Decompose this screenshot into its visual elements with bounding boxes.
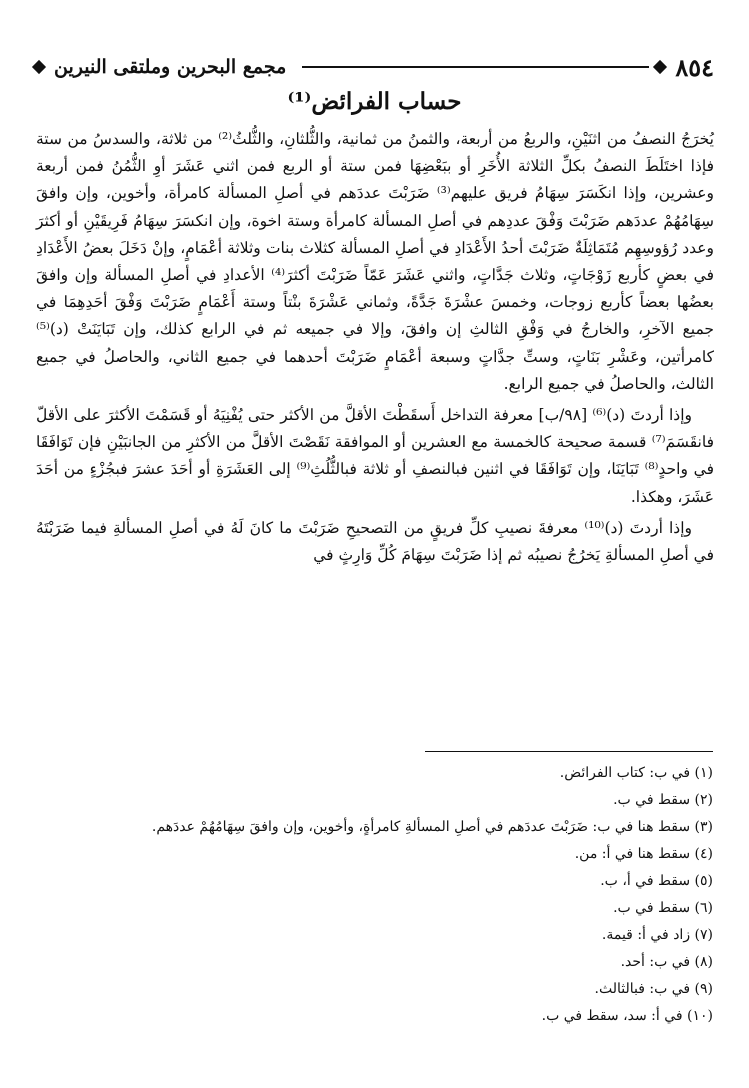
footnote: (٥) سقط في أ، ب. bbox=[600, 873, 713, 889]
chapter-title: حساب الفرائض⁽¹⁾ bbox=[287, 88, 462, 115]
footnotes bbox=[73, 760, 713, 1030]
footnote: (٨) في ب: أحد. bbox=[620, 954, 713, 970]
footnote: (١) في ب: كتاب الفرائض. bbox=[559, 765, 713, 781]
running-title: مجمع البحرين وملتقى النيرين bbox=[54, 56, 287, 78]
header-rule bbox=[302, 66, 649, 68]
paragraph: وإذا أردتَ (د)⁽¹⁰⁾ معرفةَ نصيبِ كلِّ فريقٍ من التصحيحِ ضَرَبْتَ ما كانَ لَهُ في أصلِ المسألةِ فيما ضَرَبْتَهُ في أصلِ المسألةِ يَخرُجُ نصيبُه ثم إذا ضَرَبْتَ سِهَامَ كُلِّ وَارِثٍ في bbox=[36, 518, 714, 565]
diamond-ornament-left bbox=[32, 60, 46, 74]
footnote-separator bbox=[425, 751, 713, 752]
page-number: ٨٥٤ bbox=[675, 52, 714, 82]
footnote: (٩) في ب: فبالثالث. bbox=[594, 981, 713, 997]
main-text bbox=[36, 126, 714, 573]
paragraph: يُخرَجُ النصفُ من اثنَيْنِ، والربعُ من أربعة، والثمنُ من ثمانية، والثُّلثانِ، والثُّلثُ⁽²⁾ من ثلاثة، والسدسُ من ستة فإذا اختَلَطَ النصفُ بكلِّ الثلاثة الأُخَرِ أو ببَعْضِهَا فمن ستة أو الربع فمن اثني عَشَرَ أوِ الثُّمُنُ فمن أربعة وعشرين، وإذا انكَسَرَ سِهَامُ فريق عليهم⁽³⁾ ضَرَبْتَ عددَهم في أصلِ المسألة كامرأة، وأخوين، وإن وافقَ سِهَامُهُمْ عددَهم ضَرَبْتَ وَفْقَ عددِهم في أصلِ المسألة كامرأة وستة اخوة، وإن انكسَرَ سِهَامُ فَرِيقَيْنِ أو أكثرَ وعدد رُؤوسِهِم مُتَمَاثِلَةٌ ضَرَبْتَ أحدُ الأَعْدَادِ في أصلِ المسألة كثلاث بنات وثلاثة أعْمَامٍ، وإنْ دَخَلَ بعضُ الأَعْدَادِ في بعضٍ كأربع زَوْجَاتٍ، وثلاث جَدَّاتٍ، واثني عَشَرَ عَمّاً ضَرَبْتَ أكثرَ⁽⁴⁾ الأعدادِ في أصلِ المسألة وإن وافقَ بعضُها بعضاً كأربع زوجات، وخمسَ عشْرَةَ جَدَّةً، وثماني عَشْرَةَ بنْتاً وستة أَعْمَامٍ ضَرَبْتَ وَفْقَ أحَدِهِمَا في جميع الآخرِ، والخارجُ في وَفْقِ الثالثِ إن وافقَ، وإلا في جميعه ثم في الرابع كذلك، وإن تَبَايَنَتْ (د)⁽⁵⁾ كامرأتين، وعَشْرِ بَنَاتٍ، وستِّ جدَّاتٍ وسبعة أعْمَامٍ ضَرَبْتَ أحدهما في جميع الثاني، والحاصلُ في جميع الثالث، والحاصلُ في جميع الرابع. bbox=[36, 130, 714, 393]
footnote: (٤) سقط هنا في أ: من. bbox=[574, 846, 713, 862]
footnote: (٧) زاد في أ: قيمة. bbox=[601, 927, 713, 943]
footnote: (٦) سقط في ب. bbox=[613, 900, 713, 916]
footnote: (١٠) في أ: سد، سقط في ب. bbox=[541, 1008, 713, 1024]
paragraph: وإذا أردتَ (د)⁽⁶⁾ [٩٨/ب] معرفة التداخل أَسقَطْتَ الأقلَّ من الأكثر حتى يُفْنِيَهُ أو قَسَمْتَ الأكثرَ على الأقلّ فانقَسَمَ⁽⁷⁾ قسمة صحيحة كالخمسة مع العشرين أو الموافقة نَقَصْتَ الأقلَّ من الأكثرِ من الجانبَيْنِ فإن تَوَافَقَا في واحدٍ⁽⁸⁾ تَبَايَنَا، وإن تَوَافَقَا في اثنين فبالنصفِ أو ثلاثة فبالثُّلُثِ⁽⁹⁾ إلى العَشَرَةِ أو أحَدَ عشرَ فبجُزْءٍ من أحَدَ عَشَرَ، وهكذا. bbox=[36, 406, 715, 506]
page-header bbox=[34, 52, 714, 82]
footnote: (٢) سقط في ب. bbox=[613, 792, 713, 808]
footnote: (٣) سقط هنا في ب: ضَرَبْتَ عددَهم في أصلِ المسألةِ كامرأةٍ، وأخوين، وإن وافقَ سِهَامُهُمْ عددَهم. bbox=[151, 819, 713, 835]
diamond-ornament-right bbox=[653, 60, 667, 74]
